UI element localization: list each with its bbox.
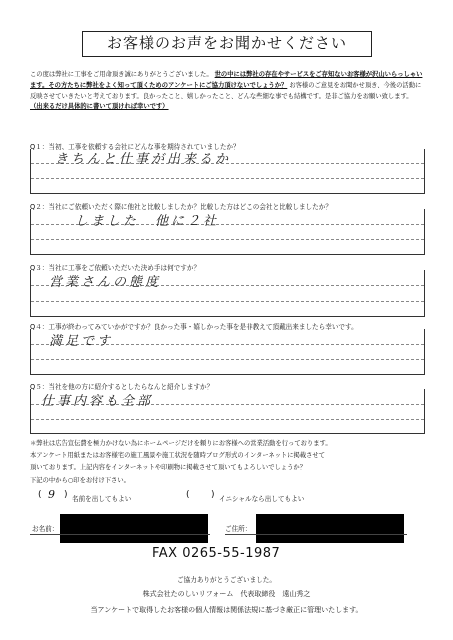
choice-1-paren-open: (	[38, 490, 42, 500]
question-1-label: Q１：当初、工事を依頼する会社にどんな事を期待されていましたか？	[30, 143, 240, 151]
choice-1-label[interactable]: 名前を出してもよい	[72, 495, 132, 503]
publication-notice	[30, 438, 430, 487]
intro-text	[30, 70, 425, 113]
name-underline	[30, 534, 210, 535]
choice-2-label[interactable]: イニシャルなら出してもよい	[219, 495, 305, 503]
question-3-answer-box[interactable]	[30, 270, 425, 317]
privacy-notice: 当アンケートで取得したお客様の個人情報は関係法規に基づき厳正に管理いたします。	[90, 606, 363, 614]
intro-p4: （出来るだけ具体的に書いて頂ければ幸いです）	[30, 103, 169, 111]
address-underline	[225, 534, 407, 535]
notice-line-4: 下記の中から○印をお付け下さい。	[30, 476, 130, 484]
question-5-answer-box[interactable]	[30, 389, 425, 434]
question-4-answer-box[interactable]	[30, 329, 425, 375]
notice-line-1: ＊弊社は広告宣伝費を極力かけない為にホームページだけを頼りにお客様への営業活動を行っております。	[30, 440, 332, 447]
page-title: お客様のお声をお聞かせください	[82, 31, 372, 57]
question-2-answer: しました 他に２社	[75, 214, 220, 229]
company-name: 株式会社たのしいリフォーム 代表取締役 遠山秀之	[142, 590, 311, 598]
question-4-label: Q４：工事が終わってみていかがですか？良かった事・嬉しかった事を是非教えて頂戴出来ましたら幸いです。	[30, 323, 358, 331]
address-label: ご住所：	[225, 525, 252, 533]
question-3-answer: 営業さんの態度	[49, 275, 162, 290]
question-2-answer-box[interactable]	[30, 209, 425, 255]
question-1-answer: きちんと仕事が出来るか	[55, 152, 232, 167]
choice-1-paren-close: )	[64, 490, 68, 500]
notice-line-3: 頂いております。上記内容をインターネットや印刷物に掲載させて頂いてもよろしいでしょうか？	[30, 464, 306, 472]
question-4-answer: 満足です	[49, 334, 114, 349]
choice-2-paren-close: )	[211, 490, 215, 500]
thanks-text: ご協力ありがとうございました。	[177, 576, 276, 584]
address-redaction	[256, 514, 404, 543]
name-redaction	[60, 514, 208, 543]
question-5-label: Q５：当社を他の方に紹介するとしたらなんと紹介しますか？	[30, 383, 214, 391]
name-label: お名前：	[32, 525, 59, 533]
choice-1-handwritten-mark: 9	[48, 488, 55, 501]
intro-p2: 世の中には弊社の存在やサービスをご存知ないお客様が沢山いらっしゃいます。その方たちに弊社をよく知って頂くためのアンケートにご協力頂けないでしょうか？	[30, 71, 423, 89]
question-3-label: Q３：当社に工事をご依頼いただいた決め手は何ですか？	[30, 264, 201, 272]
intro-p3: お客様のご意見をお聞かせ頂き、今後の活動に反映させていきたいと考えております。良かったこと、嬉しかったこと、どんな些細な事でも結構です。是非ご協力をお願い致します。	[30, 81, 422, 100]
choice-2-paren-open: (	[186, 490, 190, 500]
question-2-label: Q２：当社にご依頼いただく際に他社と比較しましたか？比較した方はどこの会社と比較しましたか？	[30, 203, 332, 211]
question-5-answer: 仕事内容も全部	[41, 394, 154, 409]
notice-line-2: 本アンケート用紙またはお客様宅の施工風景や施工状況を随時ブログ形式のインターネットに掲載させて	[30, 452, 326, 460]
fax-number: FAX 0265-55-1987	[152, 546, 281, 561]
question-1-answer-box[interactable]	[30, 149, 425, 194]
intro-p1: この度は弊社に工事をご用命頂き誠にありがとうございました。	[30, 71, 213, 78]
